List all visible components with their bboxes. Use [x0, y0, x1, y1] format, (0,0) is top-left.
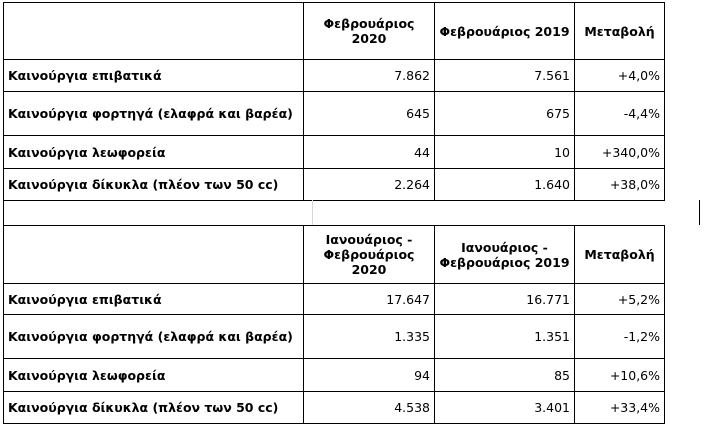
row-label: Καινούργια δίκυκλα (πλέον των 50 cc) [4, 169, 304, 201]
value-2020: 17.647 [304, 284, 435, 315]
row-label: Καινούργια επιβατικά [4, 60, 304, 92]
table-row [4, 359, 665, 392]
table-separator [3, 200, 700, 225]
jan-feb-stats-table [3, 225, 665, 424]
table-header-row [4, 3, 665, 60]
value-2019: 675 [435, 92, 575, 136]
table-row [4, 92, 665, 136]
header-jan-feb-2019: Ιανουάριος - Φεβρουάριος 2019 [435, 226, 575, 284]
value-2019: 10 [435, 136, 575, 169]
change-value: +4,0% [575, 60, 665, 92]
value-2020: 2.264 [304, 169, 435, 201]
value-2020: 645 [304, 92, 435, 136]
table-row [4, 392, 665, 424]
value-2019: 3.401 [435, 392, 575, 424]
row-label: Καινούργια επιβατικά [4, 284, 304, 315]
row-label: Καινούργια φορτηγά (ελαφρά και βαρέα) [4, 92, 304, 136]
header-feb-2020: Φεβρουάριος 2020 [304, 3, 435, 60]
row-label: Καινούργια φορτηγά (ελαφρά και βαρέα) [4, 315, 304, 359]
table-row [4, 60, 665, 92]
header-jan-feb-2020: Ιανουάριος - Φεβρουάριος 2020 [304, 226, 435, 284]
value-2020: 7.862 [304, 60, 435, 92]
change-value: +33,4% [575, 392, 665, 424]
value-2019: 7.561 [435, 60, 575, 92]
header-change: Μεταβολή [575, 226, 665, 284]
header-empty-cell [4, 226, 304, 284]
row-label: Καινούργια λεωφορεία [4, 359, 304, 392]
value-2019: 16.771 [435, 284, 575, 315]
value-2019: 85 [435, 359, 575, 392]
table-row [4, 169, 665, 201]
value-2020: 44 [304, 136, 435, 169]
header-feb-2019: Φεβρουάριος 2019 [435, 3, 575, 60]
value-2019: 1.351 [435, 315, 575, 359]
header-empty-cell [4, 3, 304, 60]
value-2019: 1.640 [435, 169, 575, 201]
change-value: -1,2% [575, 315, 665, 359]
table-row [4, 315, 665, 359]
table-row [4, 284, 665, 315]
value-2020: 94 [304, 359, 435, 392]
february-stats-table [3, 2, 665, 201]
change-value: +10,6% [575, 359, 665, 392]
change-value: +38,0% [575, 169, 665, 201]
change-value: -4,4% [575, 92, 665, 136]
header-change: Μεταβολή [575, 3, 665, 60]
value-2020: 4.538 [304, 392, 435, 424]
table-header-row [4, 226, 665, 284]
change-value: +340,0% [575, 136, 665, 169]
value-2020: 1.335 [304, 315, 435, 359]
table-row [4, 136, 665, 169]
change-value: +5,2% [575, 284, 665, 315]
row-label: Καινούργια δίκυκλα (πλέον των 50 cc) [4, 392, 304, 424]
row-label: Καινούργια λεωφορεία [4, 136, 304, 169]
